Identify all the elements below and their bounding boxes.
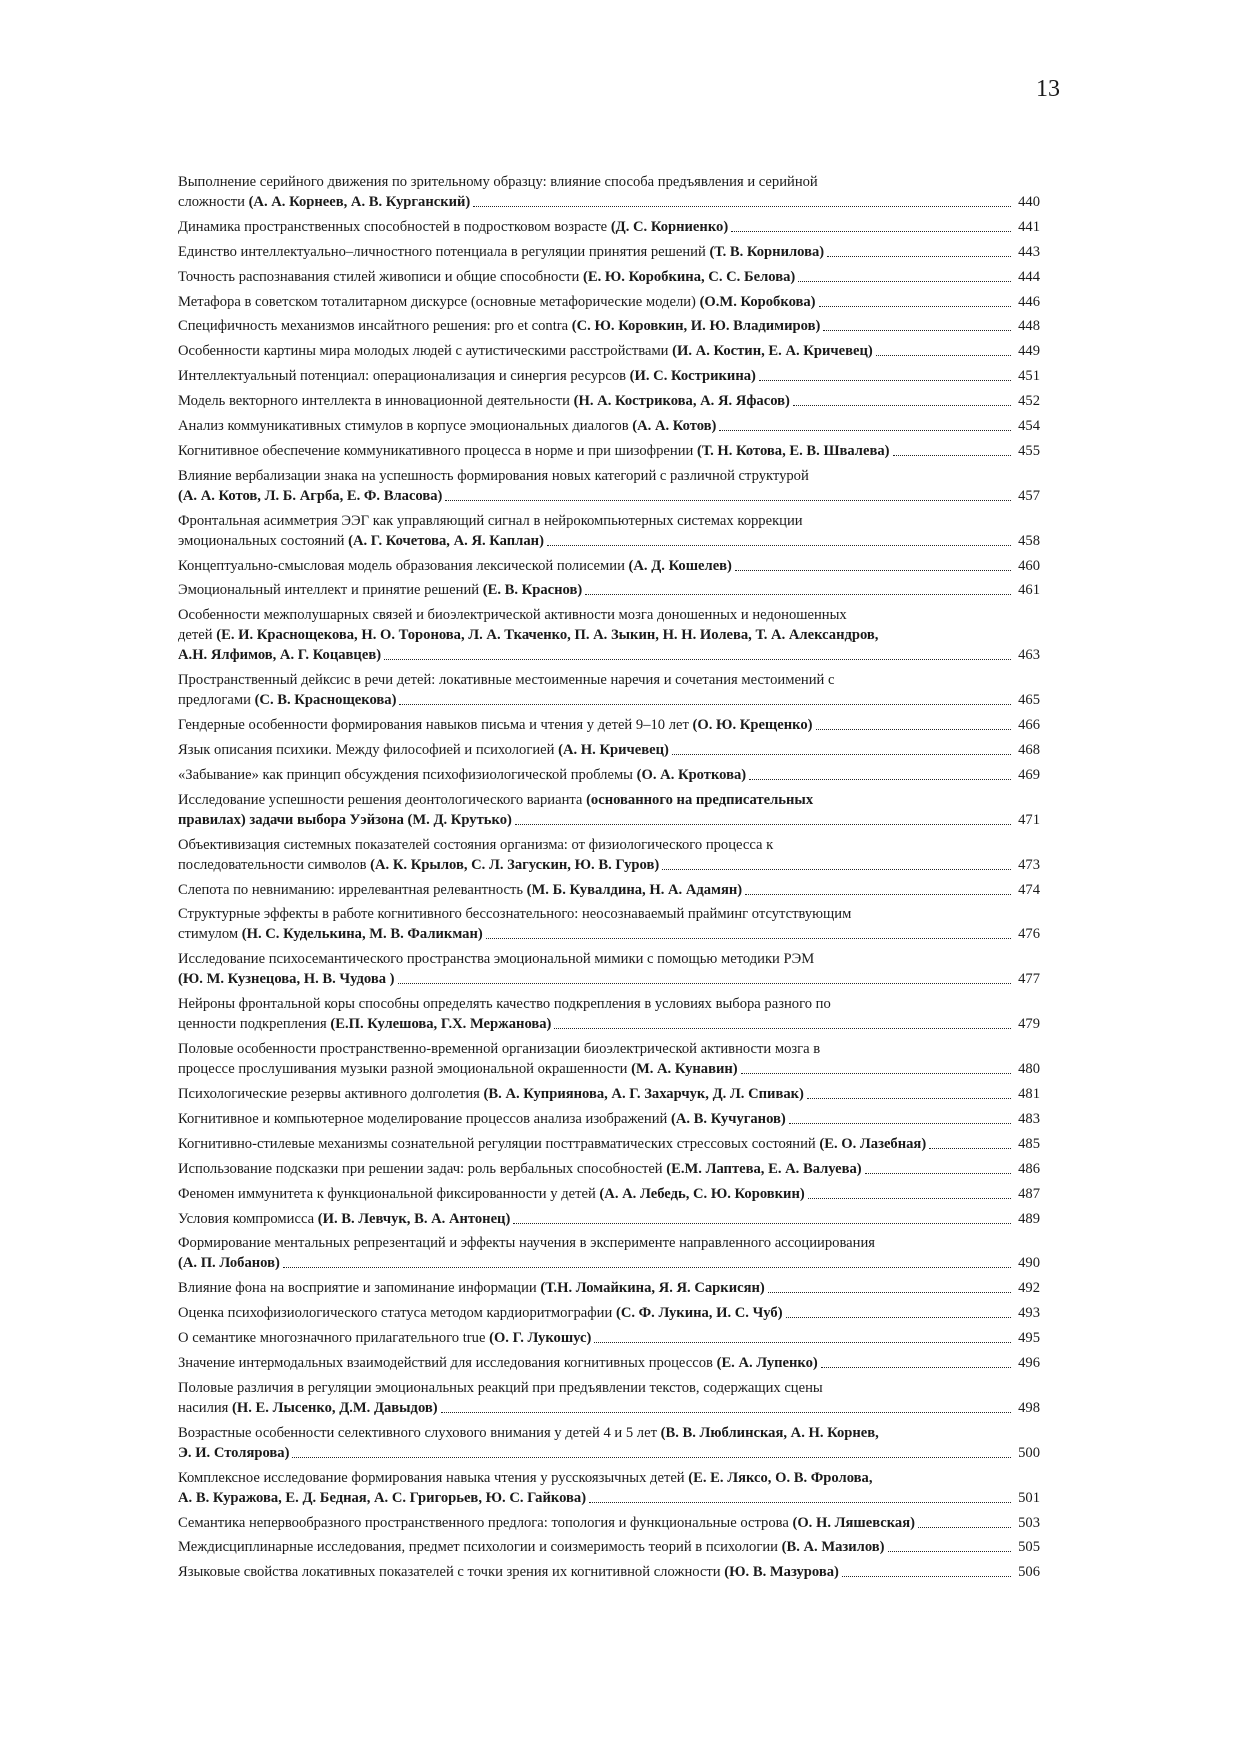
toc-entry-page: 487 <box>1018 1185 1040 1202</box>
toc-entry-title-line: Возрастные особенности селективного слухового внимания у детей 4 и 5 лет (В. В. Люблинская, А. Н. Корнев, <box>178 1424 879 1441</box>
toc-entry-authors: (Ю. В. Мазурова) <box>724 1564 839 1581</box>
toc-entry-authors: (А. А. Котов, Л. Б. Агрба, Е. Ф. Власова) <box>178 487 443 504</box>
toc-entry-title: Точность распознавания стилей живописи и общие способности (Е. Ю. Коробкина, С. С. Белова) <box>178 268 796 285</box>
toc-entry-title: Когнитивное и компьютерное моделирование процессов анализа изображений (А. В. Кучуганов) <box>178 1110 786 1127</box>
toc-entry-page: 473 <box>1018 856 1040 873</box>
toc-entry[interactable] <box>178 835 1040 875</box>
toc-entry-title: «Забывание» как принцип обсуждения психофизиологической проблемы (О. А. Кроткова) <box>178 766 747 783</box>
toc-entry-title-line: Комплексное исследование формирования навыка чтения у русскоязычных детей (Е. Е. Ляксо, О. В. Фролова, <box>178 1469 873 1486</box>
dot-leader <box>798 281 1011 282</box>
toc-entry-page: 503 <box>1018 1514 1040 1531</box>
dot-leader <box>745 894 1011 895</box>
toc-entry-title: Семантика непервообразного пространственного предлога: топология и функциональные острова (О. Н. Ляшевская) <box>178 1514 915 1531</box>
toc-entry-title: Единство интеллектуально–личностного потенциала в регуляции принятия решений (Т. В. Корнилова) <box>178 243 825 260</box>
dot-leader <box>672 754 1011 755</box>
toc-entry-page: 452 <box>1018 393 1040 410</box>
dot-leader <box>807 1098 1011 1099</box>
toc-entry-title: Специфичность механизмов инсайтного решения: pro et contra (С. Ю. Коровкин, И. Ю. Владимиров) <box>178 318 821 335</box>
toc-entry-page: 492 <box>1018 1280 1040 1297</box>
toc-entry[interactable] <box>178 511 1040 551</box>
toc-entry-authors: (Н. С. Куделькина, М. В. Фаликман) <box>241 926 483 943</box>
toc-entry[interactable] <box>178 1378 1040 1418</box>
toc-entry-authors: (М. А. Кунавин) <box>631 1061 738 1078</box>
toc-entry-page: 483 <box>1018 1110 1040 1127</box>
toc-entry-title: эмоциональных состояний (А. Г. Кочетова, А. Я. Каплан) <box>178 532 544 549</box>
toc-entry[interactable] <box>178 715 1040 735</box>
toc-entry-authors: (Д. С. Корниенко) <box>610 218 729 235</box>
toc-entry[interactable] <box>178 292 1040 312</box>
dot-leader <box>759 380 1011 381</box>
toc-entry-title <box>178 645 381 665</box>
dot-leader <box>893 455 1012 456</box>
toc-entry-authors: (А. Г. Кочетова, А. Я. Каплан) <box>348 532 544 549</box>
table-of-contents <box>178 172 1040 1587</box>
toc-entry-page: 481 <box>1018 1086 1040 1103</box>
toc-entry-authors: А.Н. Ялфимов, А. Г. Коцавцев) <box>178 647 382 664</box>
toc-entry-page: 457 <box>1018 487 1040 504</box>
toc-entry-authors: (А. Д. Кошелев) <box>628 557 732 574</box>
toc-entry-title: Гендерные особенности формирования навыков письма и чтения у детей 9–10 лет (О. Ю. Крещенко) <box>178 717 813 734</box>
dot-leader <box>399 704 1011 705</box>
toc-entry-title-line: Исследование успешности решения деонтологического варианта (основанного на предписательных <box>178 791 814 808</box>
toc-entry-title <box>178 1253 280 1273</box>
dot-leader <box>793 405 1011 406</box>
toc-entry-title: последовательности символов (А. К. Крылов, С. Л. Загускин, Ю. В. Гуров) <box>178 856 660 873</box>
toc-entry[interactable] <box>178 1184 1040 1204</box>
toc-entry-authors: (О. Ю. Крещенко) <box>692 717 813 734</box>
toc-entry-title: Анализ коммуникативных стимулов в корпусе эмоциональных диалогов (А. А. Котов) <box>178 418 717 435</box>
toc-entry-title-line: Половые различия в регуляции эмоциональных реакций при предъявлении текстов, содержащих сцены <box>178 1379 823 1396</box>
dot-leader <box>283 1267 1011 1268</box>
toc-entry-title: предлогами (С. В. Краснощекова) <box>178 692 397 709</box>
toc-entry[interactable] <box>178 904 1040 944</box>
toc-entry-page: 468 <box>1018 742 1040 759</box>
dot-leader <box>821 1367 1011 1368</box>
toc-entry-authors: (А. А. Лебедь, С. Ю. Коровкин) <box>599 1185 805 1202</box>
toc-entry-page: 480 <box>1018 1061 1040 1078</box>
toc-entry-title-line: Нейроны фронтальной коры способны определять качество подкрепления в условиях выбора разного по <box>178 996 831 1013</box>
toc-entry[interactable] <box>178 267 1040 287</box>
toc-entry-title <box>178 1488 586 1508</box>
toc-entry-title-line: Пространственный дейксис в речи детей: локативные местоименные наречия и сочетания местоимений с <box>178 672 835 689</box>
toc-entry[interactable] <box>178 1159 1040 1179</box>
toc-entry-page: 490 <box>1018 1255 1040 1272</box>
toc-entry[interactable] <box>178 1537 1040 1557</box>
toc-entry-page: 476 <box>1018 926 1040 943</box>
toc-entry[interactable] <box>178 994 1040 1034</box>
toc-entry-authors: (Е. Ю. Коробкина, С. С. Белова) <box>582 268 796 285</box>
dot-leader <box>768 1292 1011 1293</box>
dot-leader <box>865 1173 1011 1174</box>
dot-leader <box>888 1551 1011 1552</box>
toc-entry[interactable] <box>178 765 1040 785</box>
toc-entry-page: 454 <box>1018 418 1040 435</box>
toc-entry-title-line: Объективизация системных показателей состояния организма: от физиологического процесса к <box>178 836 774 853</box>
toc-entry[interactable] <box>178 391 1040 411</box>
toc-entry-title: Особенности картины мира молодых людей с аутистическими расстройствами (И. А. Костин, Е. А. Кричевец) <box>178 343 873 360</box>
toc-entry[interactable] <box>178 1562 1040 1582</box>
toc-entry-title: Условия компромисса (И. В. Левчук, В. А. Антонец) <box>178 1210 511 1227</box>
toc-entry-title: Эмоциональный интеллект и принятие решений (Е. В. Краснов) <box>178 582 583 599</box>
dot-leader <box>513 1223 1011 1224</box>
toc-entry-authors: (О. А. Кроткова) <box>636 766 747 783</box>
dot-leader <box>827 256 1011 257</box>
toc-entry-authors: (А. П. Лобанов) <box>178 1255 280 1272</box>
dot-leader <box>819 306 1011 307</box>
toc-entry[interactable] <box>178 1109 1040 1129</box>
toc-entry-authors: (О. Г. Лукошус) <box>489 1330 592 1347</box>
toc-entry-title: Языковые свойства локативных показателей с точки зрения их когнитивной сложности (Ю. В. Мазурова) <box>178 1564 839 1581</box>
toc-entry-title: процессе прослушивания музыки разной эмоциональной окрашенности (М. А. Кунавин) <box>178 1061 738 1078</box>
toc-entry-authors: (А. А. Корнеев, А. В. Курганский) <box>248 194 471 210</box>
toc-entry-authors: (Н. А. Кострикова, А. Я. Яфасов) <box>573 393 790 410</box>
dot-leader <box>554 1028 1011 1029</box>
toc-entry-page: 449 <box>1018 343 1040 360</box>
toc-entry-title-line: Формирование ментальных репрезентаций и эффекты научения в эксперименте направленного ассоциирования <box>178 1235 875 1252</box>
toc-entry[interactable] <box>178 1468 1040 1508</box>
toc-entry-page: 448 <box>1018 318 1040 335</box>
dot-leader <box>292 1457 1011 1458</box>
toc-entry-title: Метафора в советском тоталитарном дискурсе (основные метафорические модели) (О.М. Коробкова) <box>178 293 816 310</box>
toc-entry-title: Модель векторного интеллекта в инновационной деятельности (Н. А. Кострикова, А. Я. Яфасов) <box>178 393 790 410</box>
toc-entry-authors: (Н. Е. Лысенко, Д.М. Давыдов) <box>232 1399 438 1416</box>
toc-entry-page: 440 <box>1018 194 1040 210</box>
dot-leader <box>719 430 1011 431</box>
toc-entry[interactable] <box>178 341 1040 361</box>
toc-entry-page: 489 <box>1018 1210 1040 1227</box>
toc-entry-page: 485 <box>1018 1135 1040 1152</box>
toc-entry-page: 493 <box>1018 1305 1040 1322</box>
toc-entry[interactable] <box>178 1513 1040 1533</box>
toc-entry-page: 443 <box>1018 243 1040 260</box>
toc-entry-authors: (Е.М. Лаптева, Е. А. Валуева) <box>666 1160 862 1177</box>
toc-entry[interactable] <box>178 1233 1040 1273</box>
toc-entry-page: 500 <box>1018 1444 1040 1461</box>
dot-leader <box>741 1073 1011 1074</box>
toc-entry-title-line: Влияние вербализации знака на успешность формирования новых категорий с различной структурой <box>178 467 809 484</box>
toc-entry-authors: (А. К. Крылов, С. Л. Загускин, Ю. В. Гуров) <box>370 856 660 873</box>
toc-entry[interactable] <box>178 949 1040 989</box>
toc-entry-title: Когнитивное обеспечение коммуникативного процесса в норме и при шизофрении (Т. Н. Котова, Е. В. Швалева) <box>178 442 890 459</box>
toc-entry-page: 446 <box>1018 293 1040 310</box>
toc-entry-title: Динамика пространственных способностей в подростковом возрасте (Д. С. Корниенко) <box>178 218 729 235</box>
dot-leader <box>842 1576 1011 1577</box>
dot-leader <box>441 1412 1011 1413</box>
toc-entry-authors: (Т. Н. Котова, Е. В. Швалева) <box>696 442 890 459</box>
toc-entry-authors: (Т.Н. Ломайкина, Я. Я. Саркисян) <box>540 1280 765 1297</box>
dot-leader <box>662 869 1011 870</box>
toc-entry-title: Интеллектуальный потенциал: операционализация и синергия ресурсов (И. С. Кострикина) <box>178 368 756 385</box>
toc-entry-title: ценности подкрепления (Е.П. Кулешова, Г.Х. Мержанова) <box>178 1016 552 1033</box>
toc-entry-authors: А. В. Куражова, Е. Д. Бедная, А. С. Григорьев, Ю. С. Гайкова) <box>178 1489 587 1506</box>
dot-leader <box>547 545 1011 546</box>
toc-entry[interactable] <box>178 242 1040 262</box>
toc-entry-authors: (С. Ю. Коровкин, И. Ю. Владимиров) <box>571 318 821 335</box>
toc-entry-title: Междисциплинарные исследования, предмет психологии и соизмеримость теорий в психологии (В. А. Мазилов) <box>178 1539 885 1556</box>
toc-entry-page: 469 <box>1018 766 1040 783</box>
toc-entry[interactable] <box>178 580 1040 600</box>
toc-entry-page: 466 <box>1018 717 1040 734</box>
dot-leader <box>473 206 1011 207</box>
toc-entry-authors: (Ю. М. Кузнецова, Н. В. Чудова ) <box>178 971 395 988</box>
toc-entry[interactable] <box>178 1328 1040 1348</box>
toc-entry[interactable] <box>178 670 1040 710</box>
toc-entry-page: 479 <box>1018 1016 1040 1033</box>
toc-entry-page: 451 <box>1018 368 1040 385</box>
dot-leader <box>876 355 1011 356</box>
toc-entry-authors: (И. В. Левчук, В. А. Антонец) <box>317 1210 511 1227</box>
toc-entry-title-line: Структурные эффекты в работе когнитивного бессознательного: неосознаваемый прайминг отсутствующим <box>178 906 852 923</box>
toc-entry-authors: (М. Б. Кувалдина, Н. А. Адамян) <box>526 881 743 898</box>
toc-entry-title: сложности (А. А. Корнеев, А. В. Курганский) <box>178 194 471 210</box>
toc-entry[interactable] <box>178 1039 1040 1079</box>
toc-entry-title: Использование подсказки при решении задач: роль вербальных способностей (Е.М. Лаптева, Е. А. Валуева) <box>178 1160 862 1177</box>
toc-entry-title: насилия (Н. Е. Лысенко, Д.М. Давыдов) <box>178 1399 438 1416</box>
toc-entry-title: Когнитивно-стилевые механизмы сознательной регуляции посттравматических стрессовых состояний (Е. О. Лазебная) <box>178 1135 927 1152</box>
toc-entry-title <box>178 486 442 506</box>
toc-entry-page: 460 <box>1018 557 1040 574</box>
toc-entry[interactable] <box>178 1353 1040 1373</box>
toc-entry-authors: (Е. А. Лупенко) <box>716 1354 818 1371</box>
toc-entry[interactable] <box>178 556 1040 576</box>
toc-entry[interactable] <box>178 740 1040 760</box>
toc-entry[interactable] <box>178 1278 1040 1298</box>
toc-entry-authors: (Е.П. Кулешова, Г.Х. Мержанова) <box>330 1016 552 1033</box>
toc-entry-page: 461 <box>1018 582 1040 599</box>
dot-leader <box>398 983 1011 984</box>
toc-entry-authors: (В. А. Мазилов) <box>781 1539 885 1556</box>
toc-entry-authors: (А. В. Кучуганов) <box>670 1110 786 1127</box>
toc-entry-page: 458 <box>1018 532 1040 549</box>
toc-entry-title: Язык описания психики. Между философией и психологией (А. Н. Кричевец) <box>178 742 669 759</box>
toc-entry-page: 463 <box>1018 647 1040 664</box>
toc-entry[interactable] <box>178 441 1040 461</box>
toc-entry-authors: (Т. В. Корнилова) <box>709 243 825 260</box>
toc-entry-page: 495 <box>1018 1330 1040 1347</box>
dot-leader <box>929 1148 1011 1149</box>
toc-entry-title-line: Половые особенности пространственно-временной организации биоэлектрической активности мозга в <box>178 1041 821 1058</box>
toc-entry-page: 465 <box>1018 692 1040 709</box>
toc-entry-authors: (Е. В. Краснов) <box>482 582 583 599</box>
toc-entry[interactable] <box>178 217 1040 237</box>
toc-entry-authors: (И. С. Кострикина) <box>629 368 756 385</box>
toc-entry[interactable] <box>178 1303 1040 1323</box>
toc-entry-authors: (Е. О. Лазебная) <box>819 1135 927 1152</box>
toc-entry-title: Влияние фона на восприятие и запоминание информации (Т.Н. Ломайкина, Я. Я. Саркисян) <box>178 1280 765 1297</box>
dot-leader <box>816 729 1011 730</box>
toc-entry-page: 505 <box>1018 1539 1040 1556</box>
dot-leader <box>808 1198 1011 1199</box>
toc-entry-title-line: Фронтальная асимметрия ЭЭГ как управляющий сигнал в нейрокомпьютерных системах коррекции <box>178 512 803 529</box>
toc-entry[interactable] <box>178 1423 1040 1463</box>
toc-entry-authors: (О. Н. Ляшевская) <box>792 1514 915 1531</box>
toc-entry-page: 496 <box>1018 1354 1040 1371</box>
toc-entry[interactable] <box>178 466 1040 506</box>
dot-leader <box>749 779 1011 780</box>
toc-entry-page: 486 <box>1018 1160 1040 1177</box>
dot-leader <box>731 231 1011 232</box>
dot-leader <box>445 500 1011 501</box>
toc-entry-title <box>178 1443 289 1463</box>
toc-entry-page: 477 <box>1018 971 1040 988</box>
dot-leader <box>735 570 1011 571</box>
toc-entry-page: 471 <box>1018 811 1040 828</box>
page-number: 13 <box>1036 76 1060 102</box>
toc-entry-page: 455 <box>1018 442 1040 459</box>
toc-entry-page: 498 <box>1018 1399 1040 1416</box>
toc-entry-title: Психологические резервы активного долголетия (В. А. Куприянова, А. Г. Захарчук, Д. Л. Спивак) <box>178 1086 804 1103</box>
toc-entry[interactable] <box>178 880 1040 900</box>
toc-entry-authors: (О.М. Коробкова) <box>699 293 816 310</box>
toc-entry[interactable] <box>178 605 1040 665</box>
toc-entry[interactable] <box>178 1209 1040 1229</box>
toc-entry-title: Слепота по невниманию: иррелевантная релевантность (М. Б. Кувалдина, Н. А. Адамян) <box>178 881 743 898</box>
dot-leader <box>918 1527 1011 1528</box>
toc-entry-authors: правилах) задачи выбора Уэйзона (М. Д. Крутько) <box>178 811 512 828</box>
toc-entry-title-line: Выполнение серийного движения по зрительному образцу: влияние способа предъявления и серийной <box>178 174 818 190</box>
toc-entry[interactable] <box>178 172 1040 212</box>
toc-entry-authors: (В. А. Куприянова, А. Г. Захарчук, Д. Л. Спивак) <box>483 1086 804 1103</box>
toc-entry-title-line: Особенности межполушарных связей и биоэлектрической активности мозга доношенных и недоношенных <box>178 607 847 624</box>
dot-leader <box>594 1342 1011 1343</box>
dot-leader <box>786 1317 1011 1318</box>
toc-entry-authors: (А. А. Котов) <box>632 418 717 435</box>
dot-leader <box>589 1502 1011 1503</box>
toc-entry[interactable] <box>178 790 1040 830</box>
toc-entry-authors: (С. Ф. Лукина, И. С. Чуб) <box>615 1305 783 1322</box>
toc-entry-authors: (И. А. Костин, Е. А. Кричевец) <box>672 343 873 360</box>
toc-entry-page: 501 <box>1018 1489 1040 1506</box>
toc-entry-page: 474 <box>1018 881 1040 898</box>
toc-entry-title-line: детей (Е. И. Краснощекова, Н. О. Торонова, Л. А. Ткаченко, П. А. Зыкин, Н. Н. Иолева, Т. А. Александров, <box>178 627 879 644</box>
toc-entry-page: 444 <box>1018 268 1040 285</box>
dot-leader <box>585 594 1011 595</box>
toc-entry-authors: Э. И. Столярова) <box>178 1444 290 1461</box>
toc-entry[interactable] <box>178 1134 1040 1154</box>
toc-entry-title: О семантике многозначного прилагательного true (О. Г. Лукошус) <box>178 1330 592 1347</box>
toc-entry-title-line: Исследование психосемантического пространства эмоциональной мимики с помощью методики РЭМ <box>178 951 815 968</box>
toc-entry-title: Оценка психофизиологического статуса методом кардиоритмографии (С. Ф. Лукина, И. С. Чуб) <box>178 1305 783 1322</box>
toc-entry[interactable] <box>178 316 1040 336</box>
toc-entry-authors: (С. В. Краснощекова) <box>254 692 397 709</box>
toc-entry-title: Значение интермодальных взаимодействий для исследования когнитивных процессов (Е. А. Лупенко) <box>178 1354 818 1371</box>
toc-entry-title: Концептуально-смысловая модель образования лексической полисемии (А. Д. Кошелев) <box>178 557 732 574</box>
dot-leader <box>789 1123 1011 1124</box>
dot-leader <box>515 824 1011 825</box>
toc-entry[interactable] <box>178 366 1040 386</box>
dot-leader <box>823 330 1011 331</box>
toc-entry[interactable] <box>178 1084 1040 1104</box>
toc-entry-title: стимулом (Н. С. Куделькина, М. В. Фаликман) <box>178 926 483 943</box>
toc-entry-page: 506 <box>1018 1564 1040 1581</box>
dot-leader <box>486 938 1011 939</box>
toc-entry-title: Феномен иммунитета к функциональной фиксированности у детей (А. А. Лебедь, С. Ю. Коровкин) <box>178 1185 805 1202</box>
dot-leader <box>384 659 1011 660</box>
toc-entry-authors: (А. Н. Кричевец) <box>558 742 669 759</box>
toc-entry-title <box>178 969 395 989</box>
toc-entry[interactable] <box>178 416 1040 436</box>
toc-entry-page: 441 <box>1018 218 1040 235</box>
toc-entry-title <box>178 810 512 830</box>
